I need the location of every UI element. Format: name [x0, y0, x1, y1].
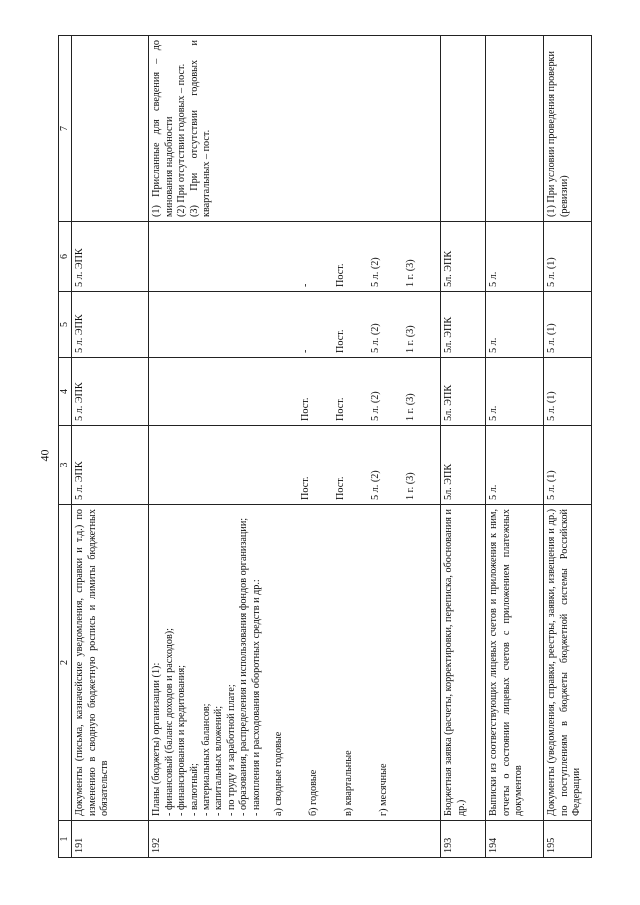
retention-col6: 5 л. (1) — [544, 222, 592, 292]
plan-item: - финансирования и кредитования; — [176, 664, 188, 816]
document-description: Выписки из соответствующих лицевых счетов и приложения к ним, отчеты о состоянии лицевых счетов с приложением платежных документов — [486, 505, 544, 821]
retention-col5: 5 л. ЭПК — [72, 292, 149, 358]
col-header-6: 6 — [59, 222, 72, 292]
sub-value: Пост. — [300, 476, 312, 500]
sub-value: 5 л. (2) — [370, 470, 382, 500]
sub-value: 5 л. (2) — [370, 391, 382, 421]
note — [486, 36, 544, 222]
col-header-2: 2 — [59, 505, 72, 821]
sub-value: Пост. — [335, 476, 347, 500]
col-header-5: 5 — [59, 292, 72, 358]
retention-col4: 5 л. (1) — [544, 358, 592, 426]
sub-row-label: г) месячные — [378, 763, 390, 816]
retention-col6 — [149, 222, 441, 292]
header-row — [59, 36, 72, 858]
note-line: (1) Присланные для сведения – до минования надобности — [151, 40, 175, 217]
retention-col4: 5 л. — [486, 358, 544, 426]
sub-value: 1 г. (3) — [405, 472, 417, 500]
retention-col6: 5л. ЭПК — [441, 222, 486, 292]
plan-item: - материальных балансов; — [200, 703, 212, 816]
retention-col3: 5л. ЭПК — [441, 426, 486, 505]
sub-value: 1 г. (3) — [405, 259, 417, 287]
col-header-1: 1 — [59, 821, 72, 858]
note — [441, 36, 486, 222]
document-description: Документы (письма, казначейские уведомления, справки и т.д.) по изменению в сводную бюджетную роспись и лимиты бюджетных обязательств — [72, 505, 149, 821]
sub-value: - — [300, 349, 312, 353]
plan-item: - накопления и расходования оборотных средств и др.: — [250, 579, 262, 816]
row-number: 194 — [486, 821, 544, 858]
sub-row-label: в) квартальные — [343, 750, 355, 816]
table-row-192 — [149, 36, 441, 858]
note-line: (3) При отсутствии годовых и квартальных – пост. — [188, 40, 212, 217]
plan-item: - валютный; — [188, 763, 200, 816]
row-number: 193 — [441, 821, 486, 858]
row-number: 195 — [544, 821, 592, 858]
note — [72, 36, 149, 222]
row-number: 191 — [72, 821, 149, 858]
sub-value: Пост. — [300, 397, 312, 421]
retention-col5 — [149, 292, 441, 358]
retention-table — [58, 35, 592, 858]
sub-row-label: а) сводные годовые — [273, 731, 285, 816]
sub-value: 5 л. (2) — [370, 323, 382, 353]
table-row-194 — [486, 36, 544, 858]
retention-col6: 5 л. ЭПК — [72, 222, 149, 292]
retention-col5: 5 л. (1) — [544, 292, 592, 358]
retention-col5: 5 л. — [486, 292, 544, 358]
retention-col4: 5 л. ЭПК — [72, 358, 149, 426]
sub-row-label: б) годовые — [308, 769, 320, 816]
rotated-table-container — [58, 36, 583, 858]
table-row-191 — [72, 36, 149, 858]
retention-col3: 5 л. — [486, 426, 544, 505]
retention-col3: 5 л. (1) — [544, 426, 592, 505]
note-line: (2) При отсутствии годовых – пост. — [176, 63, 188, 217]
row-number: 192 — [149, 821, 441, 858]
table-row-193 — [441, 36, 486, 858]
retention-col4 — [149, 358, 441, 426]
retention-col6: 5 л. — [486, 222, 544, 292]
note — [149, 36, 441, 222]
plan-item: - капитальных вложений; — [213, 705, 225, 816]
sub-value: 5 л. (2) — [370, 257, 382, 287]
sub-value: - — [300, 283, 312, 287]
page-number: 40 — [37, 449, 52, 462]
sub-value: Пост. — [335, 329, 347, 353]
plan-title: Планы (бюджеты) организации (1): — [151, 662, 163, 816]
retention-col3 — [149, 426, 441, 505]
table-row-195 — [544, 36, 592, 858]
col-header-3: 3 — [59, 426, 72, 505]
document-description: Бюджетная заявка (расчеты, корректировки, переписка, обоснования и др.) — [441, 505, 486, 821]
plan-item: - по труду и заработной плате; — [225, 684, 237, 816]
plan-item: - образования, распределения и использования фондов организации; — [238, 517, 250, 816]
retention-col5: 5л. ЭПК — [441, 292, 486, 358]
col-header-7: 7 — [59, 36, 72, 222]
sub-value: Пост. — [335, 397, 347, 421]
col-header-4: 4 — [59, 358, 72, 426]
retention-col3: 5 л. ЭПК — [72, 426, 149, 505]
plan-item: - финансовый (баланс доходов и расходов); — [163, 628, 175, 816]
document-description: Документы (уведомления, справки, реестры, заявки, извещения и др.) по поступлениям в бюджеты бюджетной системы Российской Федерации — [544, 505, 592, 821]
sub-value: 1 г. (3) — [405, 393, 417, 421]
document-description — [149, 505, 441, 821]
sub-value: Пост. — [335, 263, 347, 287]
retention-col4: 5л. ЭПК — [441, 358, 486, 426]
sub-value: 1 г. (3) — [405, 325, 417, 353]
note: (1) При условии проведения проверки (ревизии) — [544, 36, 592, 222]
